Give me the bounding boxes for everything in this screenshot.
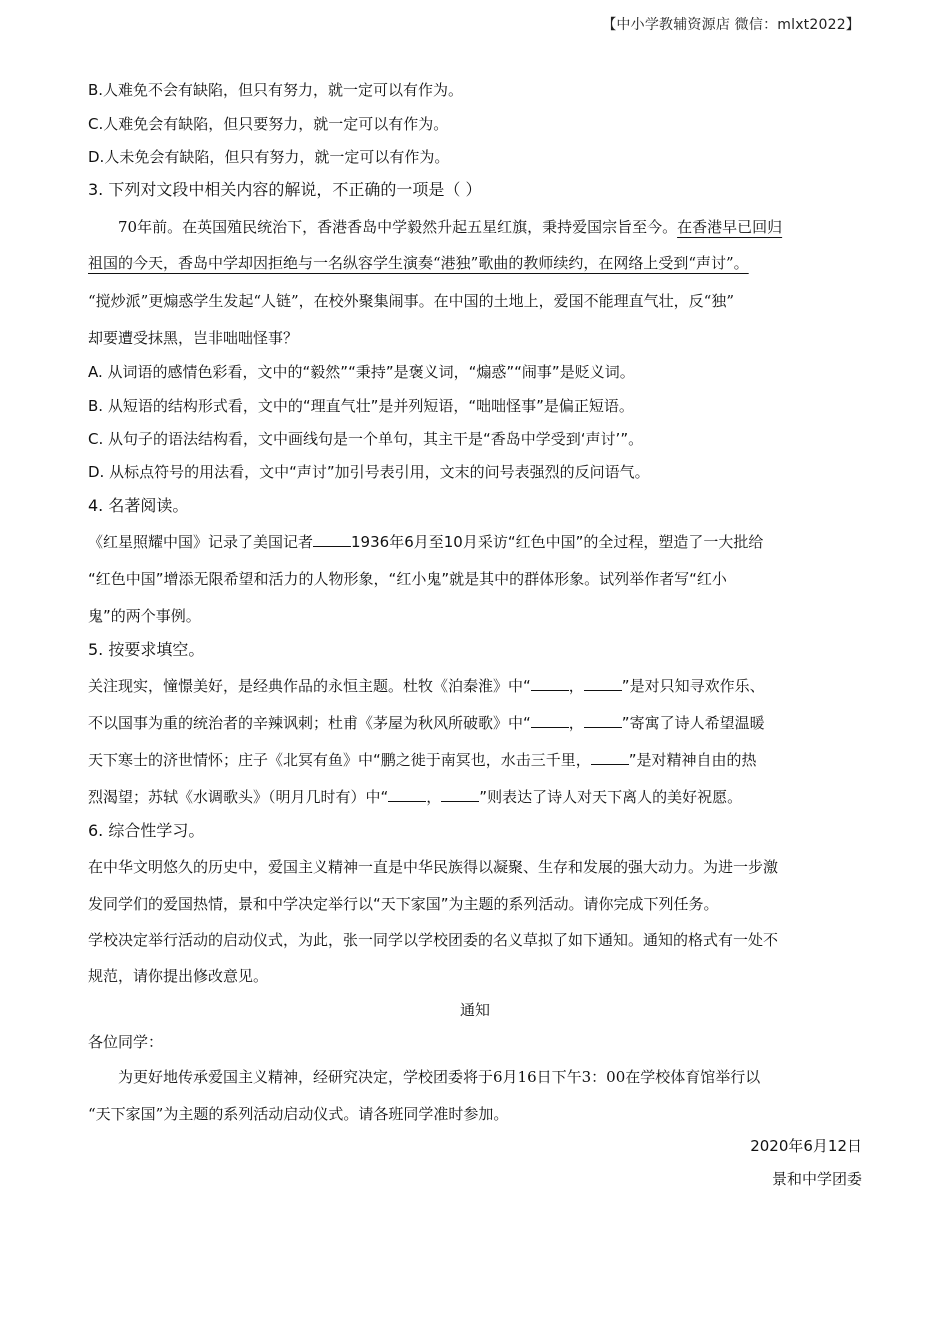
- q5-blank: [531, 713, 569, 728]
- q3-passage-line-4: 却要遭受抹黑，岂非咄咄怪事？: [88, 329, 299, 347]
- q5-blank: [591, 750, 629, 765]
- q6-para1-line-1: 在中华文明悠久的历史中，爱国主义精神一直是中华民族得以凝聚、生存和发展的强大动力。为进一步激: [88, 858, 779, 876]
- q5-text: ”则表达了诗人对天下离人的美好祝愿。: [479, 788, 743, 806]
- q5-text: ，: [568, 714, 584, 732]
- q3-passage-line-3: “搅炒派”更煽惑学生发起“人链”，在校外聚集闹事。在中国的土地上，爱国不能理直气壮，反“独”: [88, 292, 735, 310]
- q3-passage-line-1: [118, 217, 868, 237]
- question-3-title: 3. 下列对文段中相关内容的解说，不正确的一项是（ ）: [88, 180, 482, 199]
- option-b-prev: B.人难免不会有缺陷，但只有努力，就一定可以有作为。: [88, 81, 464, 99]
- q3-option-d: D. 从标点符号的用法看，文中“声讨”加引号表引用，文末的问号表强烈的反问语气。: [88, 463, 650, 481]
- q5-text: ，: [426, 788, 442, 806]
- page-header: 【中小学教辅资源店 微信：mlxt2022】: [602, 17, 860, 33]
- q4-text-b: 1936年6月至10月采访“红色中国”的全过程，塑造了一大批给: [351, 533, 764, 551]
- notice-signature: 景和中学团委: [771, 1170, 862, 1188]
- q6-para2-line-2: 规范，请你提出修改意见。: [88, 967, 269, 985]
- option-c-prev: C.人难免会有缺陷，但只要努力，就一定可以有作为。: [88, 115, 449, 133]
- q5-text: 关注现实，憧憬美好，是经典作品的永恒主题。杜牧《泊秦淮》中“: [88, 677, 531, 695]
- q4-line-2: “红色中国”增添无限希望和活力的人物形象，“红小鬼”就是其中的群体形象。试列举作者写“红小: [88, 570, 727, 588]
- q5-text: ”是对精神自由的热: [628, 751, 757, 769]
- q4-text-a: 《红星照耀中国》记录了美国记者: [88, 533, 314, 551]
- notice-salutation: 各位同学：: [88, 1033, 164, 1051]
- question-4-title: 4. 名著阅读。: [88, 496, 189, 515]
- option-d-prev: D.人未免会有缺陷，但只有努力，就一定可以有作为。: [88, 148, 450, 166]
- q5-line-1: [88, 676, 868, 696]
- q5-text: ”是对只知寻欢作乐、: [621, 677, 765, 695]
- q3-passage-line-2: 祖国的今天，香岛中学却因拒绝与一名纵容学生演奏“港独”歌曲的教师续约，在网络上受到“声讨”。: [88, 254, 749, 272]
- q4-blank: [313, 532, 351, 547]
- q5-blank: [441, 787, 479, 802]
- notice-body-line-2: “天下家国”为主题的系列活动启动仪式。请各班同学准时参加。: [88, 1105, 509, 1123]
- q5-blank: [531, 676, 569, 691]
- q3-option-b: B. 从短语的结构形式看，文中的“理直气壮”是并列短语，“咄咄怪事”是偏正短语。: [88, 397, 634, 415]
- q5-text: ，: [568, 677, 584, 695]
- question-5-title: 5. 按要求填空。: [88, 640, 205, 659]
- notice-date: 2020年6月12日: [750, 1137, 862, 1155]
- q5-line-4: [88, 787, 868, 807]
- notice-body-line-1: 为更好地传承爱国主义精神，经研究决定，学校团委将于6月16日下午3：00在学校体育馆举行以: [118, 1068, 761, 1086]
- q5-text: 烈渴望；苏轼《水调歌头》（明月几时有）中“: [88, 788, 389, 806]
- q5-line-3: [88, 750, 868, 770]
- q3-passage-text: 70年前。在英国殖民统治下，香港香岛中学毅然升起五星红旗，秉持爱国宗旨至今。: [118, 218, 678, 236]
- q3-underlined-sentence-start: 在香港早已回归: [677, 218, 783, 236]
- q3-option-a: A. 从词语的感情色彩看，文中的“毅然”“秉持”是褒义词，“煽惑”“闹事”是贬义词。: [88, 363, 635, 381]
- q4-line-3: 鬼”的两个事例。: [88, 607, 201, 625]
- q6-para2-line-1: 学校决定举行活动的启动仪式，为此，张一同学以学校团委的名义草拟了如下通知。通知的格式有一处不: [88, 931, 779, 949]
- q5-blank: [584, 676, 622, 691]
- q4-line-1: [88, 532, 868, 552]
- q3-option-c: C. 从句子的语法结构看，文中画线句是一个单句，其主干是“香岛中学受到‘声讨’”。: [88, 430, 644, 448]
- q5-blank: [584, 713, 622, 728]
- notice-title: 通知: [459, 1001, 490, 1019]
- q5-text: 天下寒士的济世情怀；庄子《北冥有鱼》中“鹏之徙于南冥也，水击三千里，: [88, 751, 591, 769]
- question-6-title: 6. 综合性学习。: [88, 821, 205, 840]
- q6-para1-line-2: 发同学们的爱国热情，景和中学决定举行以“天下家国”为主题的系列活动。请你完成下列任务。: [88, 895, 719, 913]
- q5-text: ”寄寓了诗人希望温暖: [621, 714, 765, 732]
- q5-line-2: [88, 713, 868, 733]
- q5-blank: [388, 787, 426, 802]
- q5-text: 不以国事为重的统治者的辛辣讽刺；杜甫《茅屋为秋风所破歌》中“: [88, 714, 531, 732]
